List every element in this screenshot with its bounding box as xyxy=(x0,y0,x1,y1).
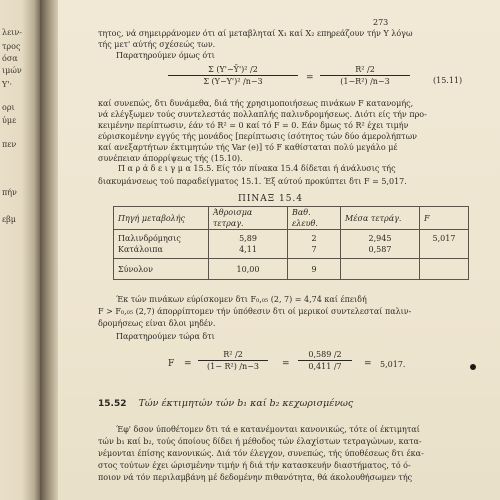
body-line: καί ανεξαρτήτων έκτιμητών τής Var (e)] τό F καθίσταται πολύ μεγάλο μέ xyxy=(98,143,398,152)
eq-result: 5,017. xyxy=(380,360,406,369)
body-line: δρομήσεως είναι δλοι μηδέν. xyxy=(98,319,216,328)
table-row xyxy=(114,259,469,280)
cell-text: 7 xyxy=(311,245,317,254)
col-header-f: F xyxy=(420,207,469,230)
eq-numerator: R² /2 xyxy=(320,64,410,76)
cell-ms xyxy=(341,259,420,280)
equation-number: (15.11) xyxy=(433,76,463,85)
book-gutter xyxy=(40,0,58,500)
left-fragment: ύμε xyxy=(2,116,17,125)
body-line: νέμονται έπίσης κανονικώς. Διά τόν έλεγχον, συνεπώς, τής ύποθέσεως δτι έκα- xyxy=(98,449,424,458)
cell-text: Κατάλοιπα xyxy=(118,245,163,254)
eq-equals: = xyxy=(364,359,372,369)
cell-ms xyxy=(341,230,420,259)
cell-df xyxy=(288,230,341,259)
cell-text: 5,017 xyxy=(432,234,456,243)
col-header-source: Πηγή μεταβολής xyxy=(114,207,209,230)
anova-table xyxy=(113,206,469,280)
body-line: τών b₁ καί b₂, τούς όποίους δίδει ή μέθοδος τών έλαχίστων τετραγώνων, κατα- xyxy=(98,437,422,446)
eq-lhs: F xyxy=(168,359,175,369)
eq-numerator: R² /2 xyxy=(198,349,268,361)
col-header-ms: Μέσα τετράγ. xyxy=(341,207,420,230)
section-heading xyxy=(98,398,353,410)
eq-fraction xyxy=(298,349,352,372)
left-fragment: όσα xyxy=(2,54,18,63)
left-fragment: ιμών xyxy=(2,66,22,75)
body-line: F > F₀,₀₅ (2,7) άπορρίπτομεν τήν ύπόθεσιν δτι οί μερικοί συντελεσταί παλιν- xyxy=(98,307,412,316)
section-title: Τών έκτιμητών τών b₁ καί b₂ κεχωρισμένως xyxy=(138,398,354,409)
intro-line: τητος, νά σημειρράνομεν ότι αί μεταβληταί X₁ καί X₂ επηρεάζουν τήν Y λόγω xyxy=(98,29,413,38)
section-number: 15.52 xyxy=(98,399,127,409)
eq-right-fraction xyxy=(320,64,410,87)
cell-text: 5,89 xyxy=(239,234,257,243)
body-line: νά ελέγξωμεν τούς συντελεστάς πολλαπλής παλινδρομήσεως. Διότι είς τήν προ- xyxy=(98,110,427,119)
left-fragment: πήν xyxy=(2,188,17,197)
eq-left-fraction xyxy=(168,64,298,87)
cell-source xyxy=(114,230,209,259)
book-page xyxy=(58,0,500,500)
table-title: ΠΙΝΑΞ 15.4 xyxy=(238,194,304,204)
left-fragment: Y'· xyxy=(2,80,13,89)
body-line: συνέπειαν άπορρίψεως τής (15.10). xyxy=(98,154,243,163)
intro-line: Παρατηρούμεν όμως ότι xyxy=(116,51,215,60)
cell-ss xyxy=(209,230,288,259)
body-line: κειμένην περίπτωσιν, έάν τό R² = 0 καί τό F = 0. Εάν δμως τό R² έχει τιμήν xyxy=(98,121,409,130)
eq-denominator: (1−R²) /n−3 xyxy=(340,77,390,86)
cell-ss: 10,00 xyxy=(209,259,288,280)
example-line: διακυμάνσεως τού παραδείγματος 15.1. Έξ αύτού προκύπτει δτι F = 5,017. xyxy=(98,177,407,186)
left-fragment: τρος xyxy=(2,42,21,51)
cell-text: 4,11 xyxy=(239,245,257,254)
cell-f xyxy=(420,259,469,280)
cell-text: 2 xyxy=(311,234,317,243)
body-line: Παρατηρούμεν τώρα δτι xyxy=(116,332,215,341)
cell-text: 2,945 xyxy=(368,234,392,243)
eq-numerator: 0,589 /2 xyxy=(298,349,352,361)
left-fragment: πεν xyxy=(2,140,17,149)
body-line: εύρισκομένην εγγύς τής μονάδος [περίπτωσις ίσότητος τών δύο άμερολήπτων xyxy=(98,132,417,141)
body-line: Έφ' δσον ύποθέτομεν δτι τά e κατανέμονται κανονικώς, τότε οί έκτιμηταί xyxy=(116,425,420,434)
left-fragment: εβμ xyxy=(2,215,16,224)
eq-denominator: 0,411 /7 xyxy=(308,362,342,371)
table-row xyxy=(114,230,469,259)
ink-dot xyxy=(470,364,476,370)
body-line: στος τούτων έχει ώρισμένην τιμήν ή διά τήν κατασκευήν διαστήματος, τό ό- xyxy=(98,461,411,470)
eq-fraction xyxy=(198,349,268,372)
cell-text: Παλινδρόμησις xyxy=(118,234,181,243)
col-header-ss: Άθροισμα τετραγ. xyxy=(209,207,288,230)
cell-df: 9 xyxy=(288,259,341,280)
left-page-edge xyxy=(0,0,40,500)
body-line: Έκ τών πινάκων εύρίσκομεν δτι F₀,₀₅ (2, 7) = 4,74 καί έπειδή xyxy=(116,295,367,304)
equation-15-11 xyxy=(168,64,498,96)
body-line: ποιον νά τόν περιλαμβάνη μέ δεδομένην πιθανότητα, θά άκολουθήσωμεν τής xyxy=(98,473,413,482)
eq-equals: = xyxy=(306,73,314,83)
eq-equals: = xyxy=(282,359,290,369)
eq-numerator: Σ (Y'−Ȳ')² /2 xyxy=(168,64,298,76)
page-number: 273 xyxy=(373,18,389,27)
left-fragment: λειν- xyxy=(2,28,22,37)
eq-denominator: Σ (Y−Y')² /n−3 xyxy=(203,77,263,86)
body-line: καί συνεπώς, δτι δυνάμεθα, διά τής χρησιμοποιήσεως πινάκων F κατανομής, xyxy=(98,99,414,108)
intro-line: τής μετ' αύτής σχέσεώς των. xyxy=(98,40,216,49)
eq-denominator: (1− R²) /n−3 xyxy=(207,362,259,371)
left-fragment: ορι xyxy=(2,103,15,112)
equation-f-value xyxy=(168,349,498,383)
cell-f xyxy=(420,230,469,259)
example-heading: Π α ρ ά δ ε ι γ μ α 15.5. Είς τόν πίνακα 15.4 δίδεται ή άνάλυσις τής xyxy=(118,164,396,173)
cell-source: Σύνολον xyxy=(114,259,209,280)
eq-equals: = xyxy=(184,359,192,369)
table-header-row xyxy=(114,207,469,230)
cell-text: 0,587 xyxy=(368,245,392,254)
col-header-df: Βαθ. ελευθ. xyxy=(288,207,341,230)
